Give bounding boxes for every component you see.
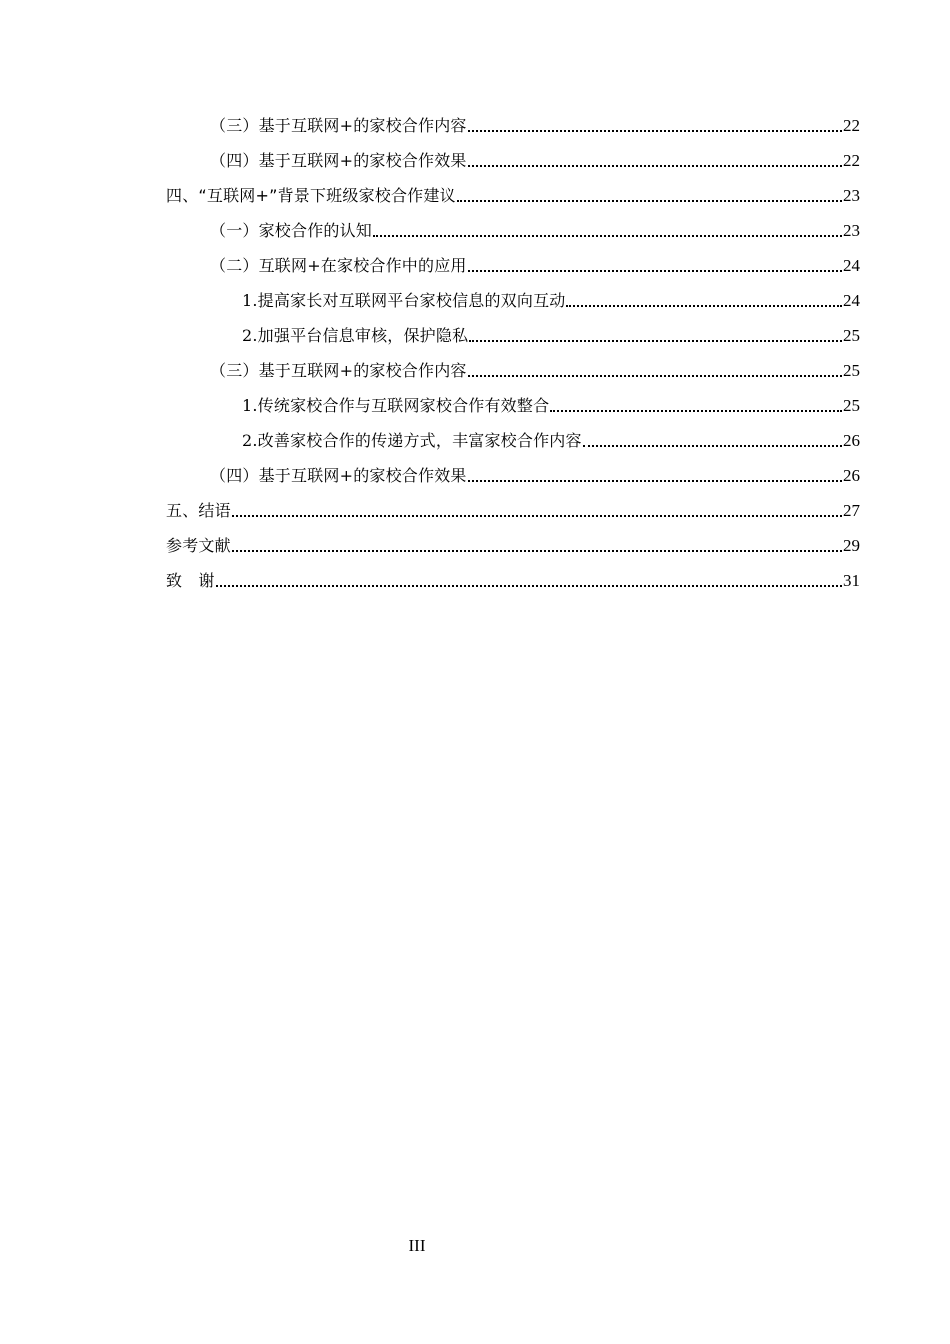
- toc-entry-label: 2.改善家校合作的传递方式，丰富家校合作内容: [242, 431, 582, 450]
- toc-entry[interactable]: [166, 528, 860, 563]
- toc-dot-leader: [468, 480, 842, 482]
- toc-entry-page: 25: [843, 361, 860, 380]
- toc-entry-label: （四）基于互联网+的家校合作效果: [210, 466, 467, 485]
- toc-entry-page: 25: [843, 396, 860, 415]
- toc-entry-label: 五、结语: [166, 501, 231, 520]
- toc-entry[interactable]: [242, 318, 860, 353]
- toc-entry-page: 22: [843, 151, 860, 170]
- toc-entry-label: 1.传统家校合作与互联网家校合作有效整合: [242, 396, 550, 415]
- toc-dot-leader: [468, 270, 842, 272]
- toc-entry-label: （三）基于互联网+的家校合作内容: [210, 116, 467, 135]
- toc-entry[interactable]: [242, 388, 860, 423]
- toc-entry-page: 27: [843, 501, 860, 520]
- toc-entry-page: 24: [843, 291, 860, 310]
- toc-entry[interactable]: [166, 178, 860, 213]
- toc-entry-page: 25: [843, 326, 860, 345]
- toc-dot-leader: [468, 375, 842, 377]
- toc-entry-page: 23: [843, 186, 860, 205]
- toc-entry-page: 26: [843, 466, 860, 485]
- toc-entry[interactable]: [210, 458, 860, 493]
- toc-dot-leader: [469, 340, 842, 342]
- toc-dot-leader: [468, 165, 842, 167]
- toc-entry[interactable]: [242, 423, 860, 458]
- toc-entry-label: （四）基于互联网+的家校合作效果: [210, 151, 467, 170]
- toc-entry-label: 2.加强平台信息审核，保护隐私: [242, 326, 469, 345]
- toc-dot-leader: [583, 445, 842, 447]
- toc-entry-page: 29: [843, 536, 860, 555]
- toc-dot-leader: [566, 305, 842, 307]
- toc-dot-leader: [457, 200, 842, 202]
- toc-entry-page: 26: [843, 431, 860, 450]
- toc-entry[interactable]: [210, 143, 860, 178]
- toc-entry-label: 四、“互联网+”背景下班级家校合作建议: [166, 186, 456, 205]
- toc-entry[interactable]: [242, 283, 860, 318]
- toc-entry[interactable]: [210, 213, 860, 248]
- toc-dot-leader: [373, 235, 842, 237]
- toc-entry[interactable]: [210, 353, 860, 388]
- toc-dot-leader: [216, 585, 842, 587]
- toc-dot-leader: [232, 515, 842, 517]
- toc-entry[interactable]: [210, 248, 860, 283]
- toc-entry[interactable]: [210, 108, 860, 143]
- page-number: III: [408, 1236, 426, 1255]
- toc-dot-leader: [550, 410, 842, 412]
- toc-entry-label: （二）互联网+在家校合作中的应用: [210, 256, 467, 275]
- toc-entry[interactable]: [166, 563, 860, 598]
- toc-entry-page: 31: [843, 571, 860, 590]
- toc-entry-label: （一）家校合作的认知: [210, 221, 373, 240]
- toc-entry-label: 致 谢: [166, 571, 215, 590]
- toc-entry-label: 参考文献: [166, 536, 231, 555]
- toc-entry-label: （三）基于互联网+的家校合作内容: [210, 361, 467, 380]
- toc-dot-leader: [232, 550, 842, 552]
- toc-entry-page: 22: [843, 116, 860, 135]
- toc-entry-label: 1.提高家长对互联网平台家校信息的双向互动: [242, 291, 566, 310]
- toc-dot-leader: [468, 130, 842, 132]
- toc-entry-page: 23: [843, 221, 860, 240]
- toc-entry[interactable]: [166, 493, 860, 528]
- table-of-contents: [0, 108, 950, 598]
- toc-entry-page: 24: [843, 256, 860, 275]
